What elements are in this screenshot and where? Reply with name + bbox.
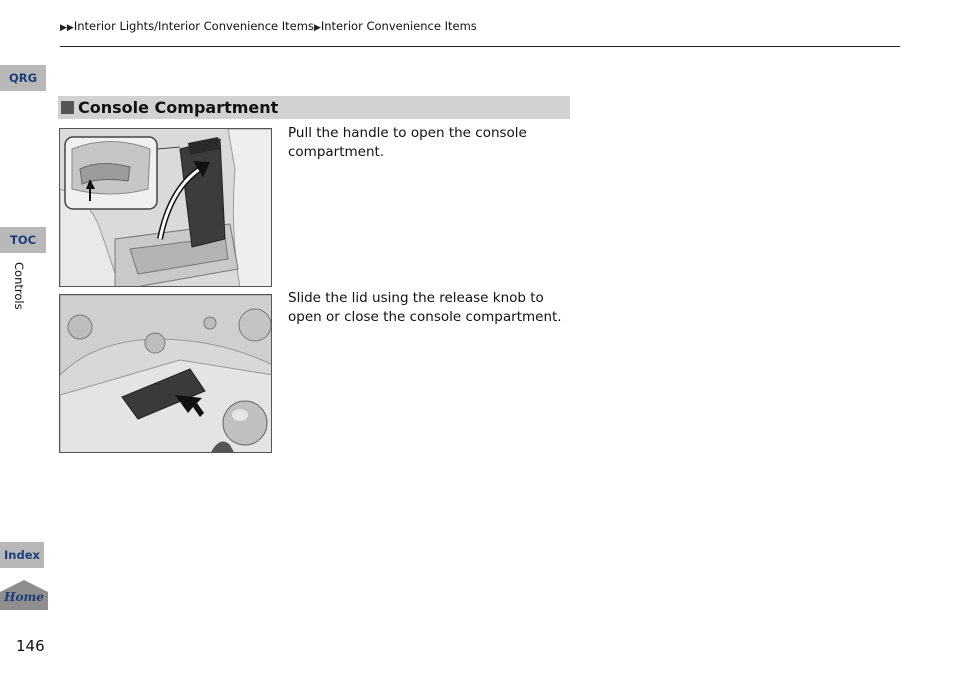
- home-button[interactable]: [0, 580, 48, 610]
- breadcrumb-arrows-icon: ▶▶: [60, 23, 74, 33]
- page-number: 146: [16, 637, 45, 655]
- index-tab[interactable]: Index: [0, 542, 44, 568]
- illustration-console-handle: [59, 128, 272, 287]
- home-icon: [0, 580, 48, 610]
- toc-tab[interactable]: TOC: [0, 227, 46, 253]
- console-handle-illustration-icon: [60, 129, 272, 287]
- header-rule: [60, 46, 900, 47]
- sliding-lid-illustration-icon: [60, 295, 272, 453]
- breadcrumb: [60, 19, 477, 33]
- step-text-1: Pull the handle to open the console compartment.: [288, 125, 527, 160]
- breadcrumb-link-interior-lights[interactable]: Interior Lights/Interior Convenience Items: [73, 19, 314, 33]
- breadcrumb-separator-icon: ▶: [313, 23, 321, 33]
- chapter-label: Controls: [12, 262, 26, 310]
- section-title: Console Compartment: [78, 98, 279, 117]
- step-text-2: Slide the lid using the release knob to open or close the console compartment.: [288, 290, 562, 325]
- section-square-icon: [61, 101, 74, 114]
- section-heading: [58, 96, 570, 119]
- breadcrumb-current: Interior Convenience Items: [320, 19, 477, 33]
- illustration-sliding-lid: [59, 294, 272, 453]
- home-label: Home: [4, 590, 44, 604]
- qrg-tab[interactable]: QRG: [0, 65, 46, 91]
